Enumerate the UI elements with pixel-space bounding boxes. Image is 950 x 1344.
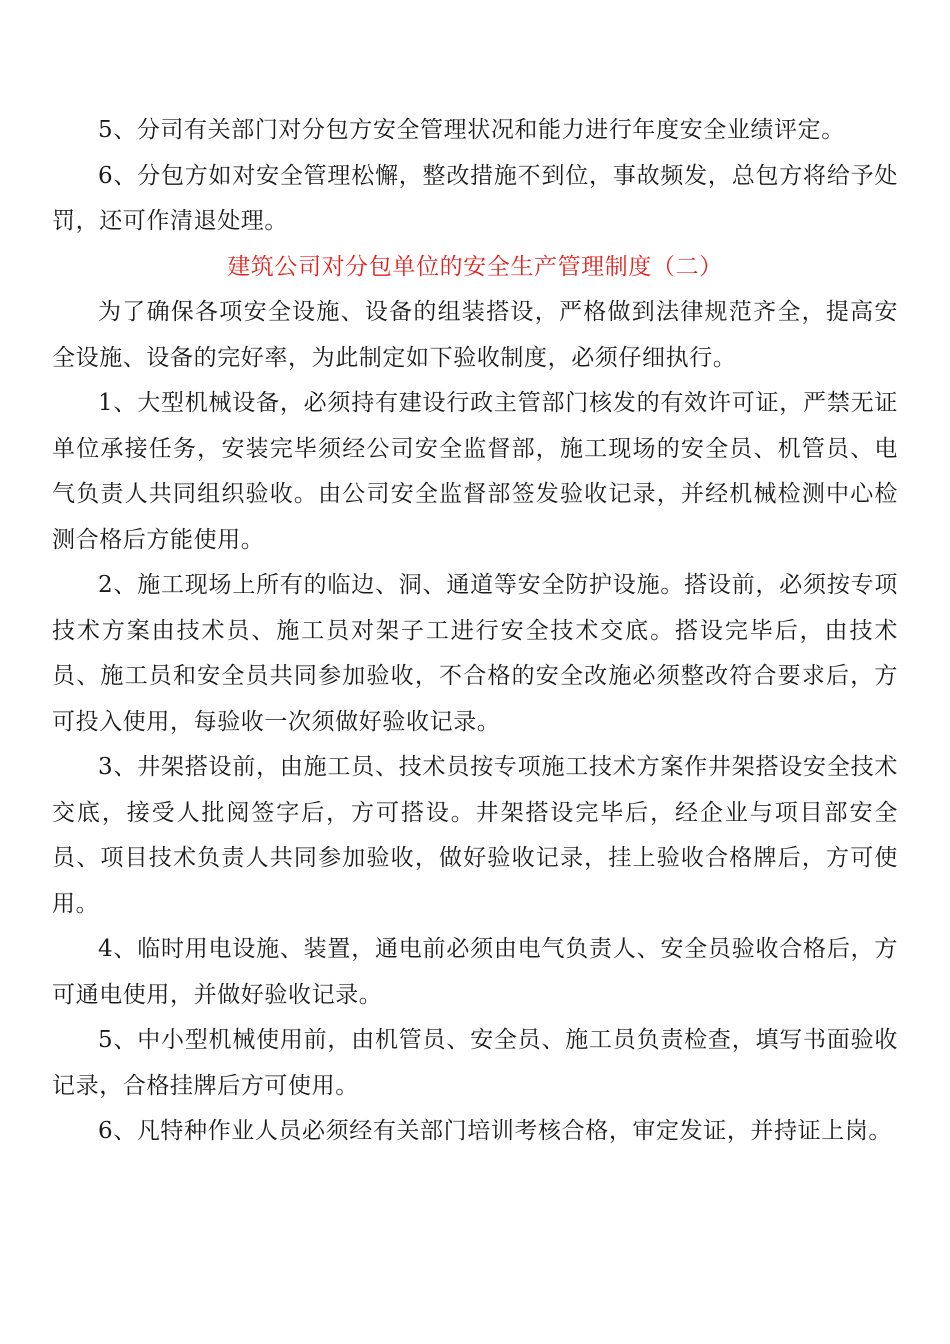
rule-item-4: 4、临时用电设施、装置，通电前必须由电气负责人、安全员验收合格后，方可通电使用，并做好验收记录。 xyxy=(52,936,898,1008)
rule-item-6: 6、凡特种作业人员必须经有关部门培训考核合格，审定发证，并持证上岗。 xyxy=(98,1118,893,1144)
rule-item-3: 3、井架搭设前，由施工员、技术员按专项施工技术方案作井架搭设安全技术交底，接受人批阅签字后，方可搭设。井架搭设完毕后，经企业与项目部安全员、项目技术负责人共同参加验收，做好验收记录，挂上验收合格牌后，方可使用。 xyxy=(52,754,898,917)
rule-item-5: 5、中小型机械使用前，由机管员、安全员、施工员负责检查，填写书面验收记录，合格挂牌后方可使用。 xyxy=(52,1027,898,1099)
intro-paragraph: 为了确保各项安全设施、设备的组装搭设，严格做到法律规范齐全，提高安全设施、设备的完好率，为此制定如下验收制度，必须仔细执行。 xyxy=(52,299,898,371)
part-one-item-6: 6、分包方如对安全管理松懈，整改措施不到位，事故频发，总包方将给予处罚，还可作清退处理。 xyxy=(52,162,898,234)
part-one-item-5: 5、分司有关部门对分包方安全管理状况和能力进行年度安全业绩评定。 xyxy=(98,117,845,143)
document-page xyxy=(52,108,898,1155)
rule-item-1: 1、大型机械设备，必须持有建设行政主管部门核发的有效许可证，严禁无证单位承接任务，安装完毕须经公司安全监督部，施工现场的安全员、机管员、电气负责人共同组织验收。由公司安全监督部签发验收记录，并经机械检测中心检测合格后方能使用。 xyxy=(52,390,898,553)
rule-item-2: 2、施工现场上所有的临边、洞、通道等安全防护设施。搭设前，必须按专项技术方案由技术员、施工员对架子工进行安全技术交底。搭设完毕后，由技术员、施工员和安全员共同参加验收，不合格的安全改施必须整改符合要求后，方可投入使用，每验收一次须做好验收记录。 xyxy=(52,572,898,735)
section-title: 建筑公司对分包单位的安全生产管理制度（二） xyxy=(227,253,723,280)
